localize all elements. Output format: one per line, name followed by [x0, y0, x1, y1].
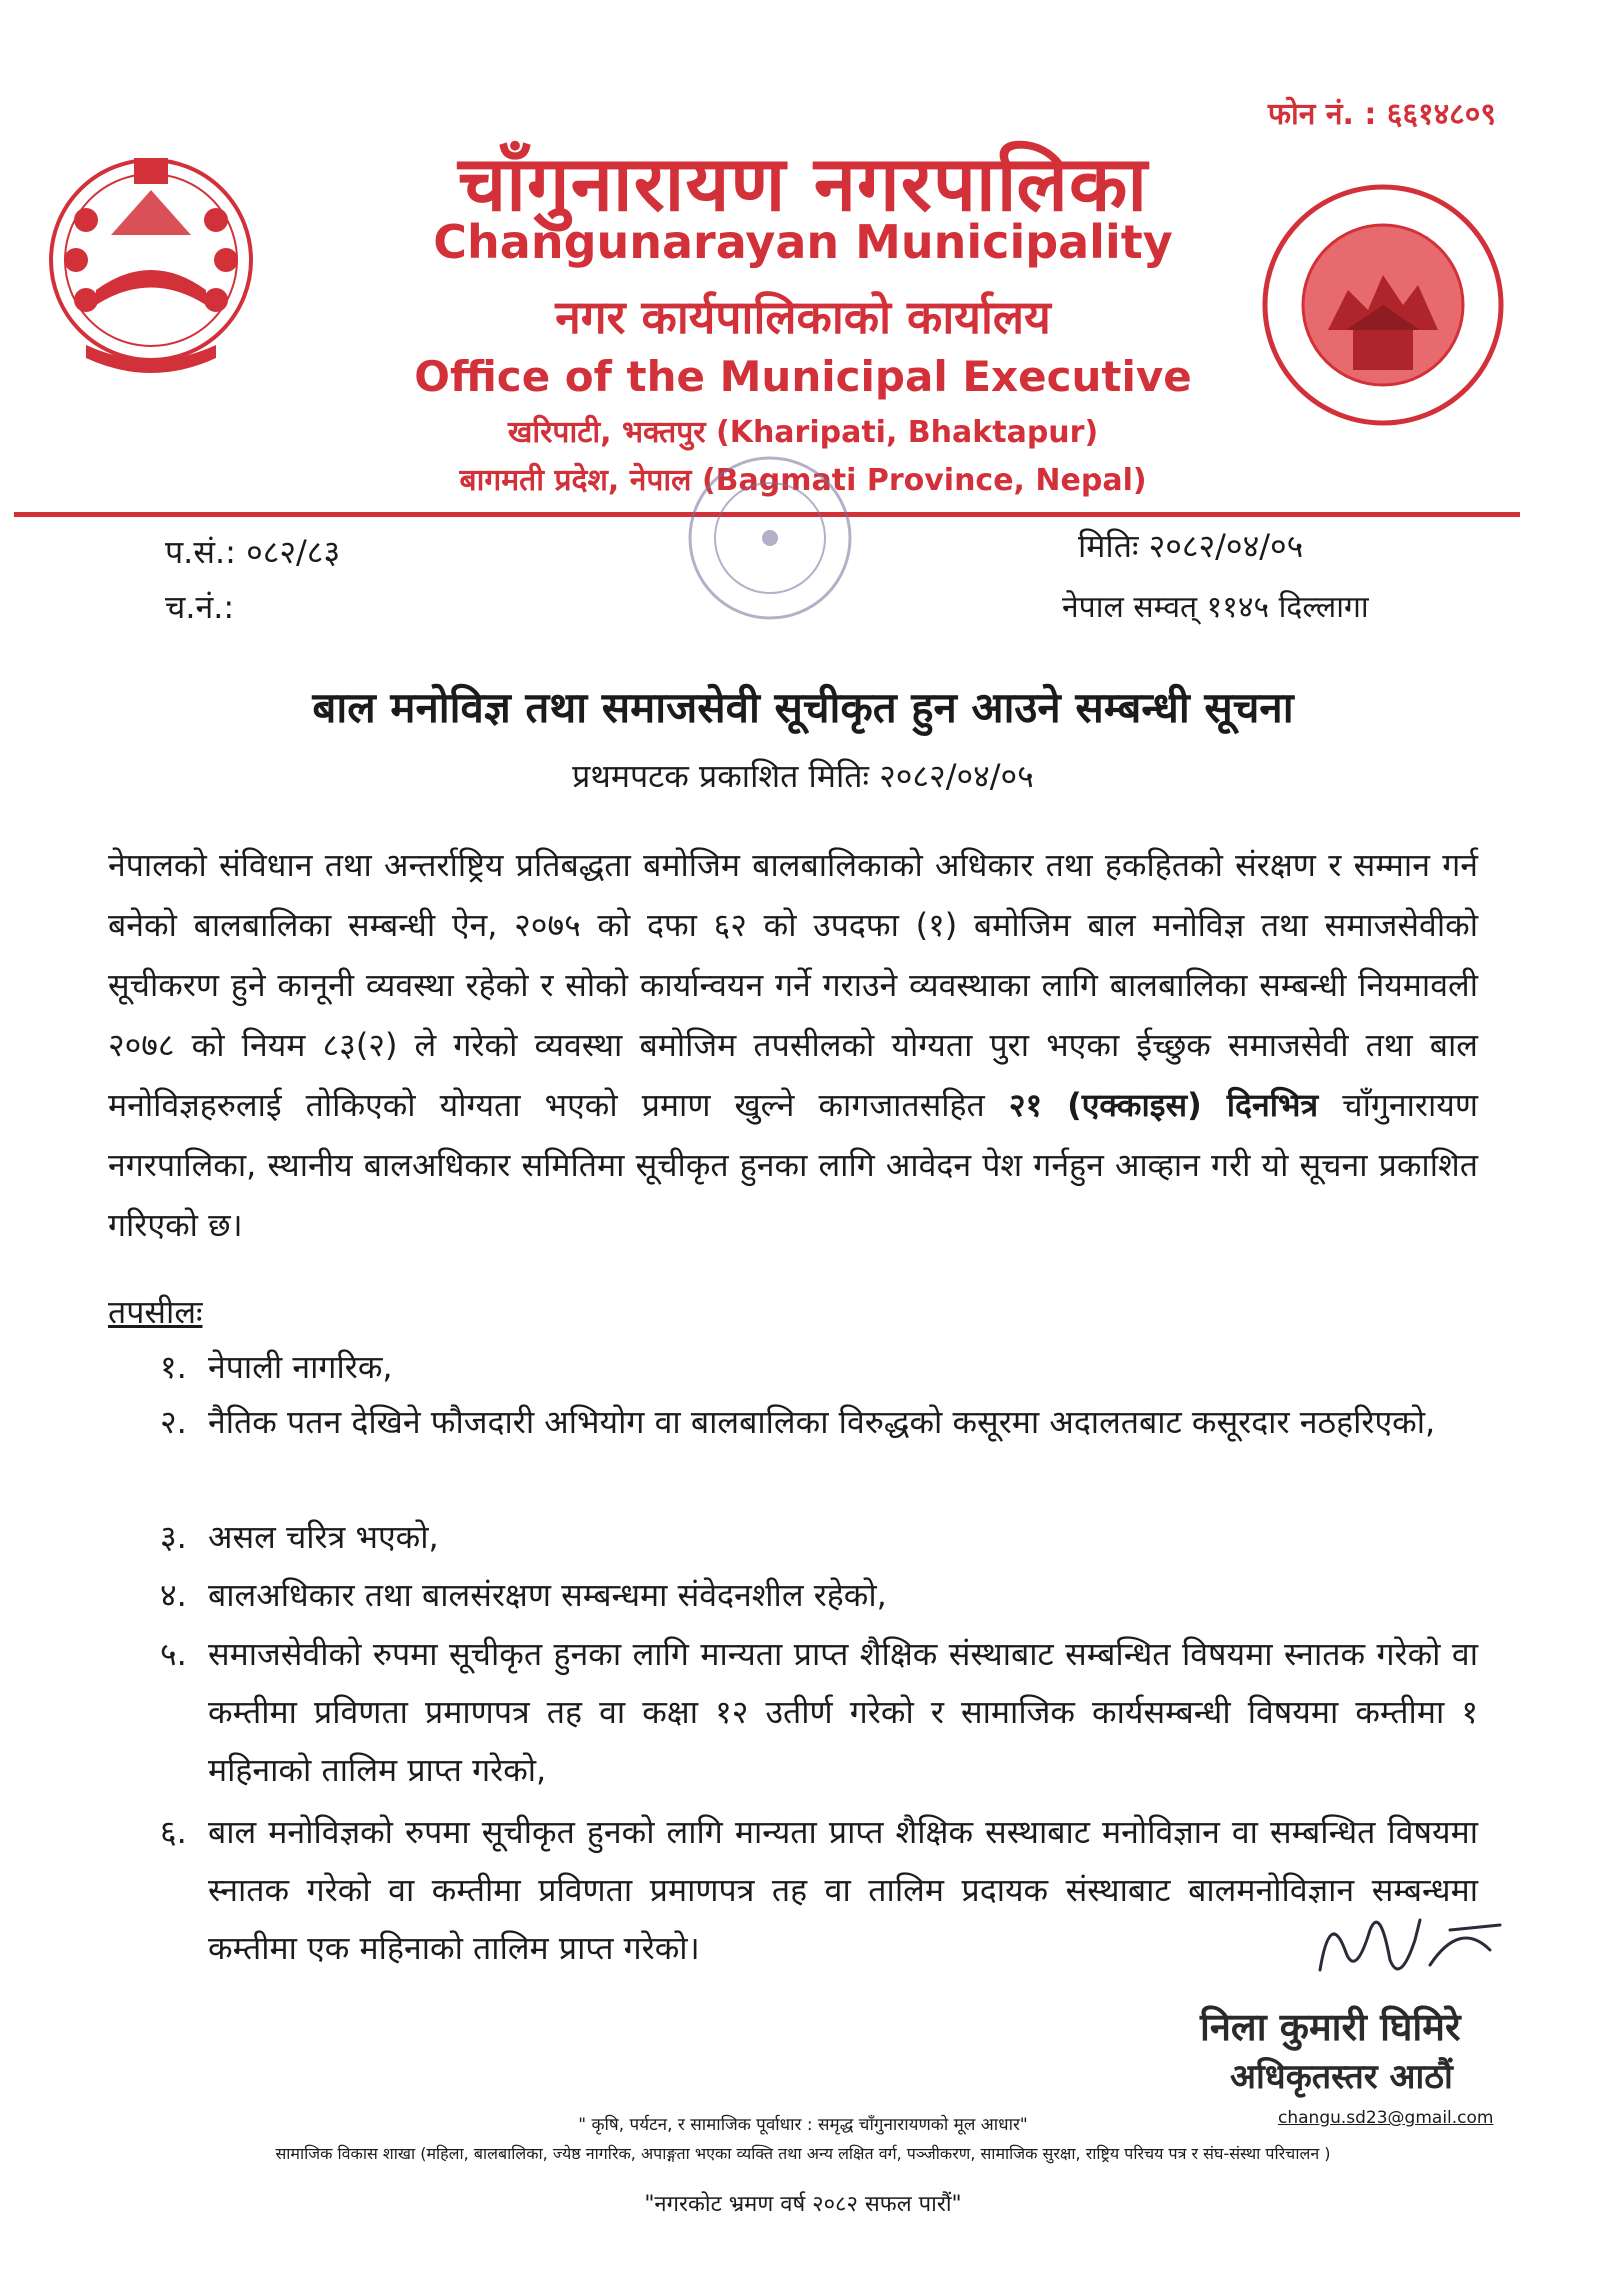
footer-motto: " कृषि, पर्यटन, र सामाजिक पूर्वाधार : समृद्ध चाँगुनारायणको मूल आधार" — [578, 2115, 1028, 2135]
letter-number: प.सं.: ०८२/८३ — [165, 533, 341, 571]
list-item: बालअधिकार तथा बालसंरक्षण सम्बन्धमा संवेदनशील रहेको, — [208, 1576, 887, 1614]
nepal-sambat-date: नेपाल सम्वत् ११४५ दिल्लागा — [1062, 590, 1369, 625]
list-item-number: १. — [160, 1348, 187, 1386]
signatory-name: निला कुमारी घिमिरे — [1200, 2005, 1461, 2049]
municipality-name-nepali: चाँगुनारायण नगरपालिका — [457, 139, 1149, 228]
list-item: नैतिक पतन देखिने फौजदारी अभियोग वा बालबालिका विरुद्धको कसूरमा अदालतबाट कसूरदार नठहरिएको, — [208, 1403, 1436, 1441]
list-item-number: २. — [160, 1403, 187, 1441]
notice-body — [108, 835, 1478, 1255]
office-name-nepali: नगर कार्यपालिकाको कार्यालय — [555, 290, 1051, 344]
body-text-1: नेपालको संविधान तथा अन्तर्राष्ट्रिय प्रतिबद्धता बमोजिम बालबालिकाको अधिकार तथा हकहितको संरक्षण र सम्मान गर्न बनेको बालबालिका सम्बन्धी ऐन, २०७५ को दफा ६२ को उपदफा (१) बमोजिम बाल मनोविज्ञ तथा समाजसेवीको सूचीकरण हुने कानूनी व्यवस्था रहेको र सोको कार्यान्वयन गर्ने गराउने व्यवस्थाका लागि बालबालिका सम्बन्धी नियमावली २०७८ को नियम ८३(२) ले गरेको व्यवस्था बमोजिम तपसीलको योग्यता पुरा भएका ईच्छुक समाजसेवी तथा बाल मनोविज्ञहरुलाई तोकिएको योग्यता भएको प्रमाण खुल्ने कागजातसहित — [108, 846, 1478, 1124]
list-item: असल चरित्र भएको, — [208, 1518, 439, 1556]
office-name-english: Office of the Municipal Executive — [414, 352, 1192, 401]
phone-number: फोन नं. : ६६१४८०९ — [1267, 97, 1496, 132]
handwritten-signature-icon — [1300, 1890, 1520, 2000]
office-stamp-icon — [680, 448, 860, 628]
list-item-number: ६. — [160, 1813, 187, 1851]
footer-branch: सामाजिक विकास शाखा (महिला, बालबालिका, ज्येष्ठ नागरिक, अपाङ्गता भएका व्यक्ति तथा अन्य लक्षित वर्ग, पञ्जीकरण, सामाजिक सुरक्षा, राष्ट्रिय परिचय पत्र र संघ-संस्था परिचालन ) — [275, 2144, 1331, 2163]
first-published-date: प्रथमपटक प्रकाशित मितिः २०८२/०४/०५ — [572, 757, 1034, 795]
letter-date: मितिः २०८२/०४/०५ — [1078, 527, 1304, 565]
dispatch-number: च.नं.: — [165, 588, 235, 626]
footer-slogan: "नगरकोट भ्रमण वर्ष २०८२ सफल पारौं" — [644, 2192, 962, 2217]
list-item-number: ३. — [160, 1518, 187, 1556]
list-item-number: ४. — [160, 1576, 187, 1614]
signatory-post: अधिकृतस्तर आठौं — [1230, 2057, 1453, 2097]
notice-title: बाल मनोविज्ञ तथा समाजसेवी सूचीकृत हुन आउने सम्बन्धी सूचना — [312, 683, 1294, 732]
municipality-name-english: Changunarayan Municipality — [433, 215, 1173, 269]
contact-email-link[interactable]: changu.sd23@gmail.com — [1278, 2108, 1494, 2128]
address-line-1: खरिपाटी, भक्तपुर (Kharipati, Bhaktapur) — [507, 415, 1099, 450]
list-item: नेपाली नागरिक, — [208, 1348, 393, 1386]
body-deadline: २१ (एक्काइस) दिनभित्र — [1008, 1086, 1319, 1124]
list-item: बाल मनोविज्ञको रुपमा सूचीकृत हुनको लागि मान्यता प्राप्त शैक्षिक सस्थाबाट मनोविज्ञान वा सम्बन्धित विषयमा स्नातक गरेको वा कम्तीमा प्रविणता प्रमाणपत्र तह वा तालिम प्रदायक संस्थाबाट बालमनोविज्ञान सम्बन्धमा कम्तीमा एक महिनाको तालिम प्राप्त गरेको। — [208, 1813, 1478, 1967]
list-item-number: ५. — [160, 1635, 187, 1673]
list-item: समाजसेवीको रुपमा सूचीकृत हुनका लागि मान्यता प्राप्त शैक्षिक संस्थाबाट सम्बन्धित विषयमा स्नातक गरेको वा कम्तीमा प्रविणता प्रमाणपत्र तह वा कक्षा १२ उतीर्ण गरेको र सामाजिक कार्यसम्बन्धी विषयमा कम्तीमा १ महिनाको तालिम प्राप्त गरेको, — [208, 1635, 1478, 1789]
tapsil-heading: तपसीलः — [108, 1293, 203, 1331]
address-line-2: बागमती प्रदेश, नेपाल (Bagmati Province, Nepal) — [459, 463, 1147, 498]
body-text-2: चाँगुनारायण नगरपालिका, स्थानीय बालअधिकार समितिमा सूचीकृत हुनका लागि आवेदन पेश गर्नहुन आव्हान गरी यो सूचना प्रकाशित गरिएको छ। — [108, 1086, 1479, 1244]
